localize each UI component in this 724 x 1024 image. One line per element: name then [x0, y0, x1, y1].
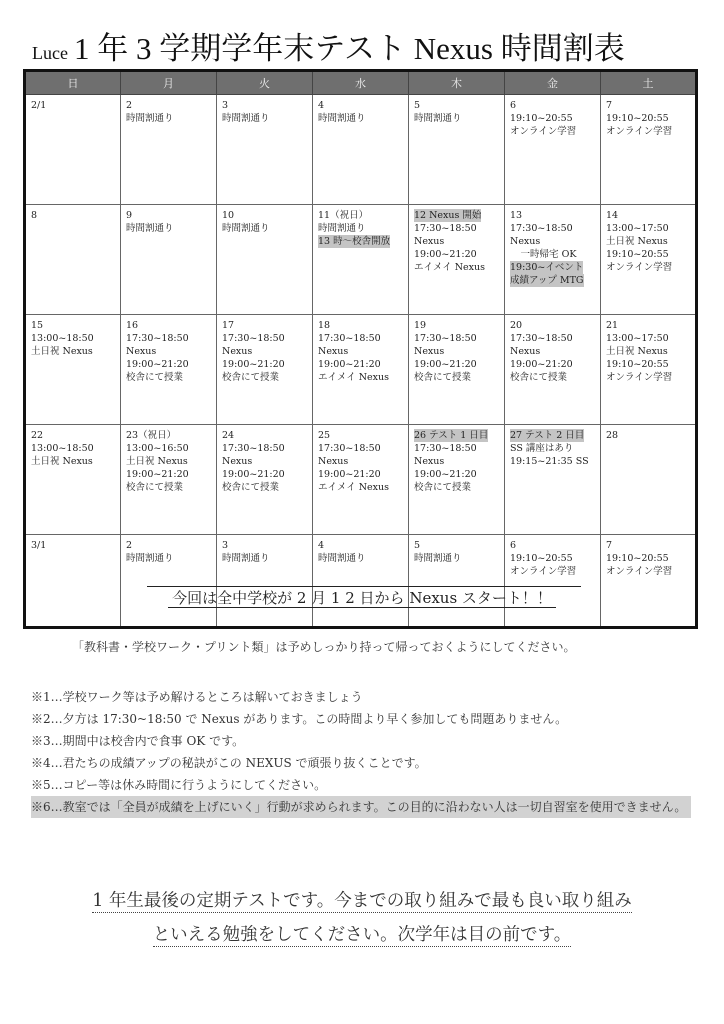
day-entry: 時間割通り — [222, 553, 270, 564]
day-cell — [409, 535, 505, 628]
day-entry: 19:00~21:20 — [414, 469, 477, 480]
day-cell — [313, 95, 409, 205]
day-entry: 校舎にて授業 — [222, 372, 280, 383]
day-date: 17 — [222, 320, 235, 331]
day-entry: 校舎にて授業 — [126, 372, 184, 383]
day-entry: Nexus — [222, 456, 253, 467]
day-date: 21 — [606, 320, 619, 331]
day-entry: 17:30~18:50 — [414, 223, 477, 234]
day-entry: 土日祝 Nexus — [606, 236, 668, 247]
day-date: 3/1 — [31, 540, 47, 551]
weekday-sun: 日 — [25, 71, 121, 95]
day-entry: 時間割通り — [126, 113, 174, 124]
day-cell — [409, 95, 505, 205]
closing-line: 1 年生最後の定期テストです。今までの取り組みで最も良い取り組み — [92, 891, 632, 911]
day-entry: 13:00~18:50 — [31, 333, 94, 344]
weekday-row — [25, 71, 697, 95]
day-cell — [505, 425, 601, 535]
day-entry: オンライン学習 — [510, 126, 577, 137]
weekday-sat: 土 — [601, 71, 697, 95]
day-entry: 17:30~18:50 — [222, 443, 285, 454]
weekday-tue: 火 — [217, 71, 313, 95]
day-entry: 19:00~21:20 — [510, 359, 573, 370]
weekday-thu: 木 — [409, 71, 505, 95]
page-title — [32, 30, 625, 72]
day-entry: オンライン学習 — [510, 566, 577, 577]
day-entry: 17:30~18:50 — [318, 443, 381, 454]
title-main: 1 年 3 学期学年末テスト Nexus 時間割表 — [73, 31, 625, 66]
day-entry: 19:00~21:20 — [222, 469, 285, 480]
week-row — [25, 425, 697, 535]
day-date: 27 テスト 2 日目 — [510, 430, 585, 441]
day-date: 25 — [318, 430, 331, 441]
week-row — [25, 205, 697, 315]
day-entry: 19:00~21:20 — [318, 359, 381, 370]
day-date: 26 テスト 1 日目 — [414, 430, 489, 441]
day-cell — [313, 315, 409, 425]
day-entry: Nexus — [414, 346, 445, 357]
day-date: 11（祝日） — [318, 210, 369, 221]
day-cell — [313, 205, 409, 315]
day-date: 28 — [606, 430, 619, 441]
day-entry: 19:00~21:20 — [414, 249, 477, 260]
day-entry: 17:30~18:50 — [126, 333, 189, 344]
weekday-mon: 月 — [121, 71, 217, 95]
start-notice-text: 今回は全中学校が 2 月 1 2 日から Nexus スタート！！ — [168, 589, 556, 608]
day-entry: 時間割通り — [318, 553, 366, 564]
day-entry: Nexus — [510, 346, 541, 357]
day-entry: 13:00~17:50 — [606, 223, 669, 234]
day-cell — [121, 205, 217, 315]
day-entry: 一時帰宅 OK — [520, 249, 577, 260]
day-cell — [25, 425, 121, 535]
day-cell — [505, 535, 601, 628]
day-entry: 成績アップ MTG — [510, 275, 584, 286]
day-date: 12 Nexus 開始 — [414, 210, 482, 221]
day-date: 19 — [414, 320, 427, 331]
day-entry: 土日祝 Nexus — [606, 346, 668, 357]
day-entry: オンライン学習 — [606, 126, 673, 137]
day-date: 18 — [318, 320, 331, 331]
day-entry: Nexus — [414, 236, 445, 247]
note-item: ※2…夕方は 17:30~18:50 で Nexus があります。この時間より早く参加しても問題ありません。 — [31, 712, 568, 726]
day-cell — [313, 425, 409, 535]
day-cell — [217, 95, 313, 205]
day-cell — [601, 95, 697, 205]
start-notice — [0, 587, 724, 609]
day-entry: 19:10~20:55 — [606, 553, 669, 564]
day-entry: 19:15~21:35 SS — [510, 456, 589, 467]
day-entry: 時間割通り — [414, 113, 462, 124]
day-cell — [121, 315, 217, 425]
day-entry: 17:30~18:50 — [510, 333, 573, 344]
day-date: 3 — [222, 100, 229, 111]
day-entry: エイメイ Nexus — [318, 482, 390, 493]
day-entry: エイメイ Nexus — [414, 262, 486, 273]
day-date: 7 — [606, 100, 613, 111]
day-entry: 17:30~18:50 — [222, 333, 285, 344]
weekday-fri: 金 — [505, 71, 601, 95]
day-entry: Nexus — [126, 346, 157, 357]
day-entry: 土日祝 Nexus — [31, 346, 93, 357]
day-entry: 19:00~21:20 — [126, 469, 189, 480]
day-date: 2 — [126, 540, 133, 551]
day-cell — [121, 425, 217, 535]
day-entry: 時間割通り — [414, 553, 462, 564]
schedule-calendar — [23, 69, 698, 629]
day-date: 22 — [31, 430, 44, 441]
day-date: 4 — [318, 540, 325, 551]
day-entry: 19:00~21:20 — [126, 359, 189, 370]
day-entry: Nexus — [318, 456, 349, 467]
day-entry: 校舎にて授業 — [414, 482, 472, 493]
day-entry: 19:10~20:55 — [606, 249, 669, 260]
notes-list — [31, 686, 691, 818]
day-entry: 校舎にて授業 — [126, 482, 184, 493]
day-entry: 19:10~20:55 — [606, 359, 669, 370]
day-entry: 時間割通り — [126, 553, 174, 564]
weekday-wed: 水 — [313, 71, 409, 95]
day-entry: 時間割通り — [126, 223, 174, 234]
day-entry: Nexus — [510, 236, 541, 247]
day-cell — [313, 535, 409, 628]
day-cell — [601, 205, 697, 315]
week-row — [25, 95, 697, 205]
day-cell — [25, 95, 121, 205]
day-entry: 校舎にて授業 — [510, 372, 568, 383]
calendar-header — [25, 71, 697, 95]
day-cell — [217, 535, 313, 628]
week-row — [25, 315, 697, 425]
week-row — [25, 535, 697, 628]
day-date: 3 — [222, 540, 229, 551]
day-entry: 校舎にて授業 — [414, 372, 472, 383]
day-date: 20 — [510, 320, 523, 331]
day-cell — [409, 315, 505, 425]
title-prefix: Luce — [32, 43, 68, 63]
day-date: 8 — [31, 210, 38, 221]
day-entry: オンライン学習 — [606, 566, 673, 577]
day-entry: 19:10~20:55 — [510, 113, 573, 124]
instruction-text: 「教科書・学校ワーク・プリント類」は予めしっかり持って帰っておくようにしてください。 — [72, 640, 576, 654]
day-entry: 17:30~18:50 — [510, 223, 573, 234]
day-date: 2/1 — [31, 100, 47, 111]
day-date: 6 — [510, 540, 517, 551]
day-entry: エイメイ Nexus — [318, 372, 390, 383]
day-entry: Nexus — [318, 346, 349, 357]
day-entry: 13:00~18:50 — [31, 443, 94, 454]
day-entry: オンライン学習 — [606, 262, 673, 273]
day-date: 7 — [606, 540, 613, 551]
day-date: 5 — [414, 100, 421, 111]
day-entry: 13:00~16:50 — [126, 443, 189, 454]
day-date: 2 — [126, 100, 133, 111]
day-cell — [601, 425, 697, 535]
day-cell — [601, 315, 697, 425]
day-entry: 19:00~21:20 — [318, 469, 381, 480]
day-entry: SS 講座はあり — [510, 443, 574, 454]
note-item: ※4…君たちの成績アップの秘訣がこの NEXUS で頑張り抜くことです。 — [31, 756, 427, 770]
day-date: 24 — [222, 430, 235, 441]
closing-line: といえる勉強をしてください。次学年は目の前です。 — [152, 925, 572, 945]
day-cell — [217, 205, 313, 315]
day-entry: オンライン学習 — [606, 372, 673, 383]
note-item: ※1…学校ワーク等は予め解けるところは解いておきましょう — [31, 690, 363, 704]
day-cell — [121, 535, 217, 628]
day-cell — [25, 315, 121, 425]
day-cell — [25, 535, 121, 628]
day-cell — [217, 425, 313, 535]
day-cell — [25, 205, 121, 315]
day-entry: 19:00~21:20 — [222, 359, 285, 370]
note-item: ※6…教室では「全員が成績を上げにいく」行動が求められます。この目的に沿わない人は一切自習室を使用できません。 — [31, 796, 691, 818]
day-cell — [505, 95, 601, 205]
day-cell — [409, 205, 505, 315]
note-item: ※5…コピー等は休み時間に行うようにしてください。 — [31, 778, 327, 792]
day-entry: 時間割通り — [222, 223, 270, 234]
day-entry: 17:30~18:50 — [414, 333, 477, 344]
day-entry: 19:30~イベント — [510, 262, 584, 273]
day-entry: 校舎にて授業 — [222, 482, 280, 493]
day-cell — [217, 315, 313, 425]
day-entry: 土日祝 Nexus — [126, 456, 188, 467]
day-entry: 17:30~18:50 — [318, 333, 381, 344]
day-entry: 19:00~21:20 — [414, 359, 477, 370]
day-date: 23（祝日） — [126, 430, 177, 441]
day-cell — [505, 315, 601, 425]
day-entry: 時間割通り — [318, 113, 366, 124]
day-entry: 19:10~20:55 — [606, 113, 669, 124]
day-date: 13 — [510, 210, 523, 221]
day-cell — [409, 425, 505, 535]
day-date: 16 — [126, 320, 139, 331]
day-date: 14 — [606, 210, 619, 221]
note-item: ※3…期間中は校舎内で食事 OK です。 — [31, 734, 245, 748]
day-entry: 時間割通り — [318, 223, 366, 234]
day-entry: 17:30~18:50 — [414, 443, 477, 454]
day-cell — [505, 205, 601, 315]
day-date: 15 — [31, 320, 44, 331]
day-entry: 土日祝 Nexus — [31, 456, 93, 467]
day-entry: 13 時～校舎開放 — [318, 236, 391, 247]
closing-message — [20, 884, 704, 952]
day-cell — [121, 95, 217, 205]
calendar-body — [25, 95, 697, 628]
day-entry: Nexus — [222, 346, 253, 357]
day-entry: 19:10~20:55 — [510, 553, 573, 564]
day-date: 4 — [318, 100, 325, 111]
day-date: 9 — [126, 210, 133, 221]
day-date: 6 — [510, 100, 517, 111]
day-entry: 13:00~17:50 — [606, 333, 669, 344]
day-entry: Nexus — [414, 456, 445, 467]
day-cell — [601, 535, 697, 628]
day-date: 5 — [414, 540, 421, 551]
day-date: 10 — [222, 210, 235, 221]
day-entry: 時間割通り — [222, 113, 270, 124]
